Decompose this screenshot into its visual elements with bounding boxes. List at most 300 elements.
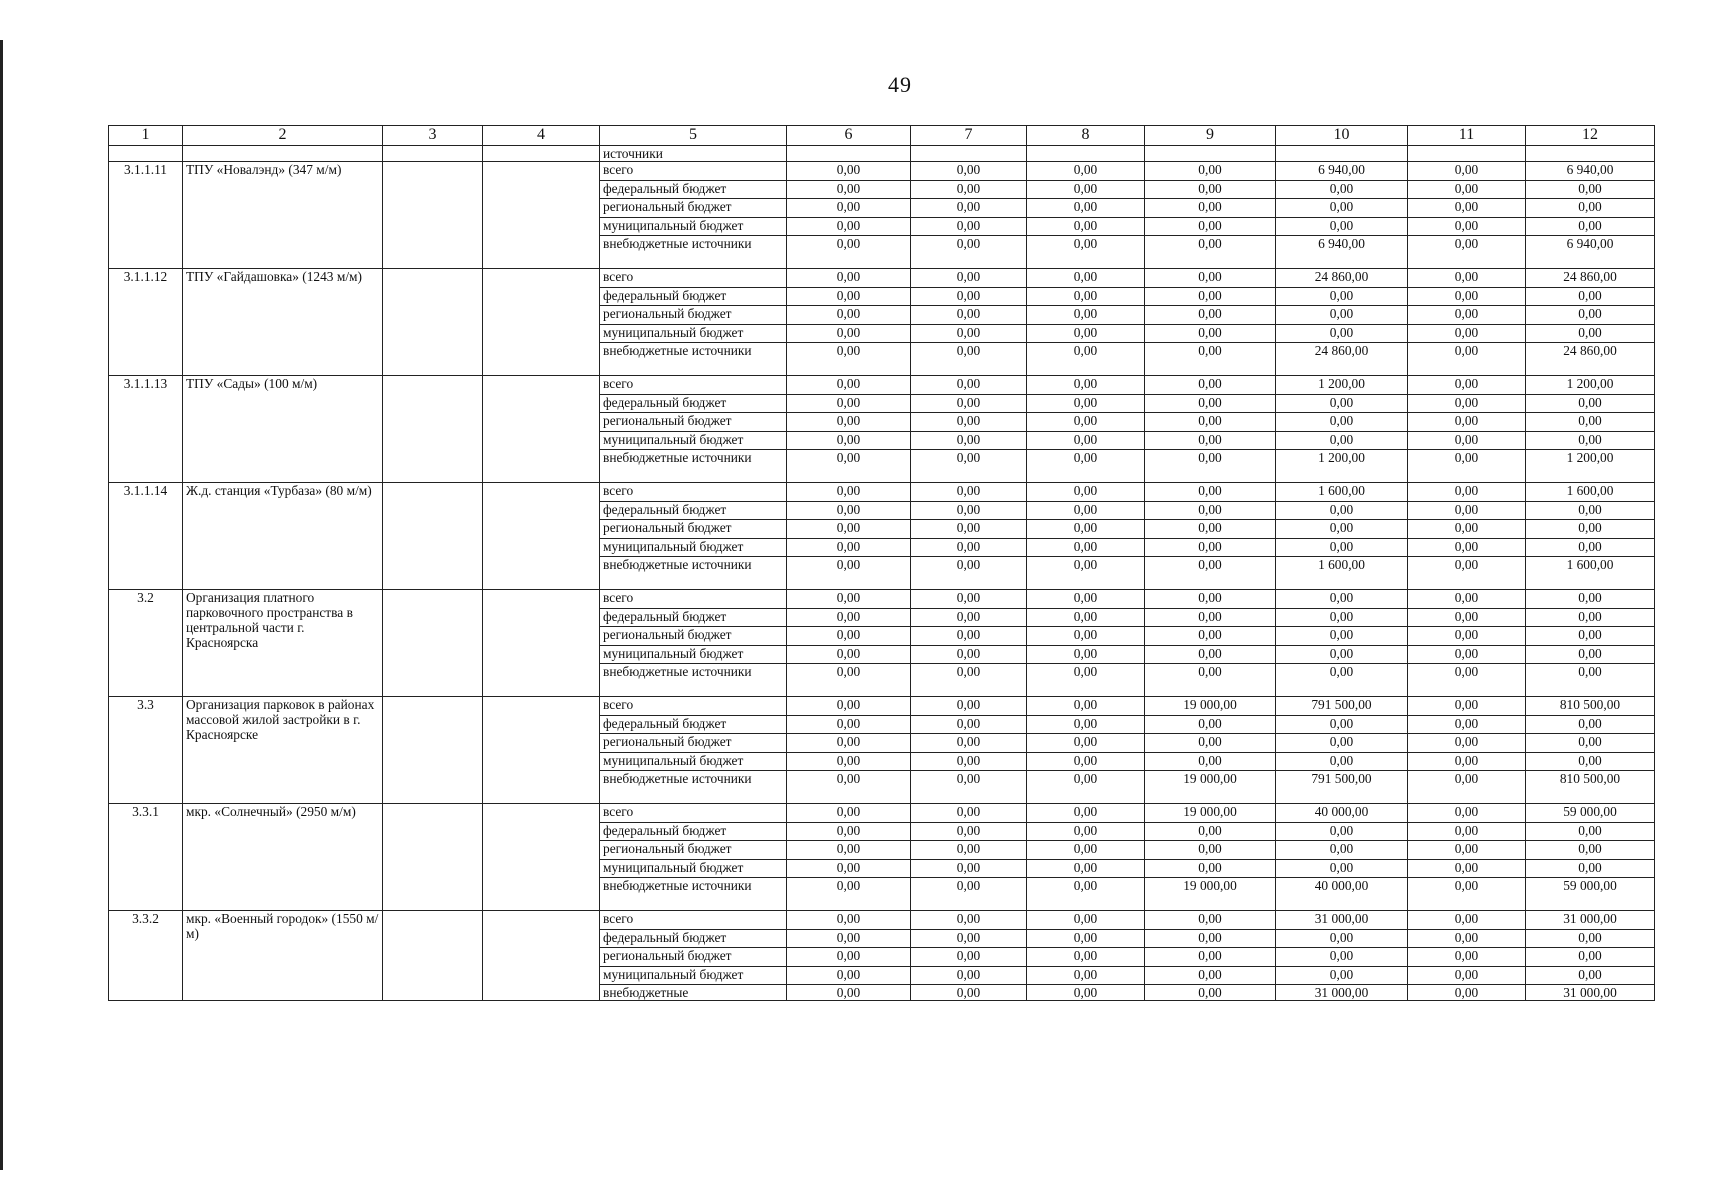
table-row <box>109 804 1655 823</box>
amount-cell: 0,00 <box>1526 431 1655 450</box>
amount-cell: 0,00 <box>911 771 1027 804</box>
amount-cell: 0,00 <box>911 538 1027 557</box>
amount-cell: 31 000,00 <box>1276 985 1408 1001</box>
amount-cell: 0,00 <box>1276 645 1408 664</box>
amount-cell: 0,00 <box>1526 752 1655 771</box>
amount-cell: 0,00 <box>1027 520 1145 539</box>
amount-cell: 1 600,00 <box>1276 483 1408 502</box>
amount-cell: 0,00 <box>1408 608 1526 627</box>
amount-cell: 0,00 <box>1408 306 1526 325</box>
table-row <box>109 269 1655 288</box>
funding-source-cell: всего <box>600 911 787 930</box>
amount-cell: 0,00 <box>911 752 1027 771</box>
column-header: 2 <box>183 126 383 146</box>
amount-cell: 0,00 <box>1276 287 1408 306</box>
item-name-cell: ТПУ «Новалэнд» (347 м/м) <box>183 162 383 269</box>
funding-source-cell: муниципальный бюджет <box>600 645 787 664</box>
amount-cell: 810 500,00 <box>1526 697 1655 716</box>
amount-cell: 0,00 <box>787 697 911 716</box>
amount-cell: 0,00 <box>911 199 1027 218</box>
amount-cell: 0,00 <box>1145 413 1276 432</box>
amount-cell: 0,00 <box>1408 859 1526 878</box>
amount-cell: 0,00 <box>911 715 1027 734</box>
funding-source-cell: федеральный бюджет <box>600 501 787 520</box>
amount-cell: 0,00 <box>1027 697 1145 716</box>
amount-cell: 1 600,00 <box>1276 557 1408 590</box>
column-header: 5 <box>600 126 787 146</box>
amount-cell: 0,00 <box>911 948 1027 967</box>
amount-cell: 0,00 <box>1276 664 1408 697</box>
item-name-cell: мкр. «Военный городок» (1550 м/м) <box>183 911 383 1001</box>
amount-cell: 0,00 <box>1276 306 1408 325</box>
amount-cell: 0,00 <box>911 878 1027 911</box>
amount-cell: 0,00 <box>787 287 911 306</box>
amount-cell: 0,00 <box>1408 822 1526 841</box>
table-body <box>109 146 1655 1001</box>
funding-source-cell: региональный бюджет <box>600 306 787 325</box>
table-cell <box>183 146 383 162</box>
amount-cell: 0,00 <box>787 557 911 590</box>
amount-cell: 0,00 <box>1145 236 1276 269</box>
amount-cell: 1 200,00 <box>1526 450 1655 483</box>
amount-cell: 6 940,00 <box>1276 162 1408 181</box>
amount-cell: 0,00 <box>1526 287 1655 306</box>
amount-cell: 1 200,00 <box>1276 376 1408 395</box>
amount-cell: 0,00 <box>1145 715 1276 734</box>
table-cell <box>383 146 483 162</box>
amount-cell: 0,00 <box>1408 911 1526 930</box>
amount-cell: 0,00 <box>1408 771 1526 804</box>
amount-cell: 0,00 <box>1408 287 1526 306</box>
amount-cell: 0,00 <box>787 841 911 860</box>
funding-source-cell: внебюджетные источники <box>600 771 787 804</box>
amount-cell: 0,00 <box>787 483 911 502</box>
header-row <box>109 126 1655 146</box>
empty-cell <box>483 162 600 269</box>
amount-cell: 0,00 <box>787 180 911 199</box>
amount-cell: 0,00 <box>1027 557 1145 590</box>
amount-cell: 0,00 <box>1145 734 1276 753</box>
amount-cell: 0,00 <box>911 236 1027 269</box>
item-code-cell: 3.3.2 <box>109 911 183 1001</box>
amount-cell: 0,00 <box>1027 929 1145 948</box>
amount-cell: 0,00 <box>911 162 1027 181</box>
funding-source-cell: внебюджетные источники <box>600 664 787 697</box>
amount-cell: 0,00 <box>911 966 1027 985</box>
amount-cell: 0,00 <box>1408 483 1526 502</box>
column-header: 9 <box>1145 126 1276 146</box>
funding-source-cell: внебюджетные источники <box>600 236 787 269</box>
funding-source-cell: муниципальный бюджет <box>600 752 787 771</box>
amount-cell: 0,00 <box>1145 627 1276 646</box>
amount-cell: 0,00 <box>1145 557 1276 590</box>
funding-source-cell: внебюджетные источники <box>600 343 787 376</box>
amount-cell: 0,00 <box>1145 538 1276 557</box>
amount-cell: 0,00 <box>787 608 911 627</box>
empty-cell <box>483 376 600 483</box>
funding-source-cell: муниципальный бюджет <box>600 538 787 557</box>
amount-cell: 0,00 <box>1526 627 1655 646</box>
empty-cell <box>383 376 483 483</box>
amount-cell: 0,00 <box>1276 627 1408 646</box>
amount-cell: 0,00 <box>1276 520 1408 539</box>
amount-cell: 0,00 <box>1408 501 1526 520</box>
amount-cell: 0,00 <box>1027 664 1145 697</box>
item-name-cell: Организация парковок в районах массовой жилой застройки в г. Красноярске <box>183 697 383 804</box>
amount-cell: 0,00 <box>1408 236 1526 269</box>
empty-cell <box>383 269 483 376</box>
table-cell <box>1145 146 1276 162</box>
funding-source-cell: федеральный бюджет <box>600 929 787 948</box>
empty-cell <box>383 911 483 1001</box>
table-cell <box>911 146 1027 162</box>
amount-cell: 0,00 <box>1145 306 1276 325</box>
amount-cell: 0,00 <box>787 236 911 269</box>
amount-cell: 0,00 <box>1526 664 1655 697</box>
amount-cell: 0,00 <box>1145 590 1276 609</box>
amount-cell: 0,00 <box>1145 199 1276 218</box>
amount-cell: 0,00 <box>911 431 1027 450</box>
amount-cell: 0,00 <box>1408 394 1526 413</box>
empty-cell <box>483 483 600 590</box>
column-header: 4 <box>483 126 600 146</box>
amount-cell: 59 000,00 <box>1526 804 1655 823</box>
amount-cell: 0,00 <box>1276 734 1408 753</box>
amount-cell: 0,00 <box>1145 217 1276 236</box>
amount-cell: 0,00 <box>911 450 1027 483</box>
empty-cell <box>383 483 483 590</box>
column-header: 11 <box>1408 126 1526 146</box>
amount-cell: 0,00 <box>1276 590 1408 609</box>
item-name-cell: Ж.д. станция «Турбаза» (80 м/м) <box>183 483 383 590</box>
empty-cell <box>383 162 483 269</box>
amount-cell: 0,00 <box>1276 841 1408 860</box>
amount-cell: 0,00 <box>1145 376 1276 395</box>
funding-source-cell: федеральный бюджет <box>600 608 787 627</box>
amount-cell: 0,00 <box>1276 180 1408 199</box>
item-name-cell: ТПУ «Сады» (100 м/м) <box>183 376 383 483</box>
amount-cell: 791 500,00 <box>1276 697 1408 716</box>
empty-cell <box>483 911 600 1001</box>
amount-cell: 0,00 <box>1145 929 1276 948</box>
funding-source-cell: муниципальный бюджет <box>600 859 787 878</box>
amount-cell: 0,00 <box>1526 180 1655 199</box>
amount-cell: 0,00 <box>1408 450 1526 483</box>
table-row <box>109 376 1655 395</box>
amount-cell: 0,00 <box>787 929 911 948</box>
amount-cell: 0,00 <box>787 771 911 804</box>
amount-cell: 0,00 <box>787 804 911 823</box>
amount-cell: 0,00 <box>1276 413 1408 432</box>
amount-cell: 0,00 <box>787 306 911 325</box>
amount-cell: 0,00 <box>1145 841 1276 860</box>
amount-cell: 0,00 <box>787 734 911 753</box>
amount-cell: 0,00 <box>911 217 1027 236</box>
amount-cell: 0,00 <box>1276 217 1408 236</box>
amount-cell: 0,00 <box>787 431 911 450</box>
amount-cell: 0,00 <box>1027 804 1145 823</box>
amount-cell: 0,00 <box>911 804 1027 823</box>
item-code-cell: 3.3 <box>109 697 183 804</box>
amount-cell: 0,00 <box>1408 697 1526 716</box>
amount-cell: 0,00 <box>1145 162 1276 181</box>
amount-cell: 6 940,00 <box>1526 236 1655 269</box>
amount-cell: 0,00 <box>1276 929 1408 948</box>
amount-cell: 0,00 <box>1027 269 1145 288</box>
amount-cell: 0,00 <box>1526 538 1655 557</box>
amount-cell: 0,00 <box>1276 715 1408 734</box>
amount-cell: 0,00 <box>1027 324 1145 343</box>
amount-cell: 0,00 <box>1408 162 1526 181</box>
amount-cell: 0,00 <box>911 324 1027 343</box>
amount-cell: 0,00 <box>787 645 911 664</box>
amount-cell: 0,00 <box>1276 394 1408 413</box>
amount-cell: 0,00 <box>787 878 911 911</box>
amount-cell: 19 000,00 <box>1145 697 1276 716</box>
amount-cell: 0,00 <box>1408 715 1526 734</box>
empty-cell <box>383 590 483 697</box>
funding-source-cell: региональный бюджет <box>600 199 787 218</box>
amount-cell: 0,00 <box>1408 376 1526 395</box>
page-number: 49 <box>888 72 912 97</box>
amount-cell: 19 000,00 <box>1145 804 1276 823</box>
funding-source-cell: внебюджетные источники <box>600 557 787 590</box>
funding-source-cell: федеральный бюджет <box>600 287 787 306</box>
amount-cell: 40 000,00 <box>1276 804 1408 823</box>
amount-cell: 1 200,00 <box>1526 376 1655 395</box>
table-cell <box>109 146 183 162</box>
amount-cell: 0,00 <box>1526 841 1655 860</box>
funding-source-cell: федеральный бюджет <box>600 715 787 734</box>
amount-cell: 0,00 <box>1408 627 1526 646</box>
amount-cell: 0,00 <box>1408 413 1526 432</box>
amount-cell: 0,00 <box>1526 590 1655 609</box>
amount-cell: 0,00 <box>1027 450 1145 483</box>
amount-cell: 0,00 <box>911 590 1027 609</box>
empty-cell <box>483 804 600 911</box>
amount-cell: 0,00 <box>1145 450 1276 483</box>
funding-source-cell: региональный бюджет <box>600 734 787 753</box>
amount-cell: 0,00 <box>1276 822 1408 841</box>
table-row <box>109 162 1655 181</box>
column-header: 10 <box>1276 126 1408 146</box>
amount-cell: 24 860,00 <box>1276 343 1408 376</box>
funding-source-cell: муниципальный бюджет <box>600 431 787 450</box>
amount-cell: 0,00 <box>1145 911 1276 930</box>
amount-cell: 0,00 <box>911 343 1027 376</box>
amount-cell: 0,00 <box>1408 431 1526 450</box>
amount-cell: 0,00 <box>1276 966 1408 985</box>
amount-cell: 24 860,00 <box>1276 269 1408 288</box>
table-row <box>109 483 1655 502</box>
amount-cell: 0,00 <box>911 501 1027 520</box>
table-cell <box>483 146 600 162</box>
continuation-row <box>109 146 1655 162</box>
amount-cell: 0,00 <box>1027 431 1145 450</box>
amount-cell: 31 000,00 <box>1526 985 1655 1001</box>
amount-cell: 0,00 <box>787 394 911 413</box>
amount-cell: 0,00 <box>911 627 1027 646</box>
table-row <box>109 697 1655 716</box>
amount-cell: 0,00 <box>1276 859 1408 878</box>
amount-cell: 31 000,00 <box>1276 911 1408 930</box>
table-cell <box>787 146 911 162</box>
funding-source-cell: региональный бюджет <box>600 627 787 646</box>
amount-cell: 0,00 <box>787 501 911 520</box>
amount-cell: 0,00 <box>1526 520 1655 539</box>
amount-cell: 0,00 <box>911 664 1027 697</box>
amount-cell: 0,00 <box>1145 501 1276 520</box>
amount-cell: 0,00 <box>1408 929 1526 948</box>
amount-cell: 0,00 <box>1526 734 1655 753</box>
amount-cell: 40 000,00 <box>1276 878 1408 911</box>
funding-source-cell: внебюджетные источники <box>600 450 787 483</box>
amount-cell: 0,00 <box>1027 162 1145 181</box>
funding-source-cell: муниципальный бюджет <box>600 324 787 343</box>
funding-source-cell: муниципальный бюджет <box>600 966 787 985</box>
column-header: 8 <box>1027 126 1145 146</box>
amount-cell: 791 500,00 <box>1276 771 1408 804</box>
amount-cell: 0,00 <box>1408 590 1526 609</box>
item-name-cell: Организация платного парковочного пространства в центральной части г. Красноярска <box>183 590 383 697</box>
table-cell <box>1408 146 1526 162</box>
amount-cell: 0,00 <box>1027 199 1145 218</box>
amount-cell: 0,00 <box>1276 948 1408 967</box>
amount-cell: 0,00 <box>1408 180 1526 199</box>
amount-cell: 0,00 <box>1408 752 1526 771</box>
amount-cell: 0,00 <box>1027 645 1145 664</box>
amount-cell: 0,00 <box>1027 752 1145 771</box>
empty-cell <box>383 697 483 804</box>
amount-cell: 0,00 <box>1526 859 1655 878</box>
funding-source-cell: всего <box>600 590 787 609</box>
funding-source-cell: региональный бюджет <box>600 841 787 860</box>
amount-cell: 0,00 <box>1027 734 1145 753</box>
amount-cell: 0,00 <box>1027 217 1145 236</box>
table-row <box>109 590 1655 609</box>
item-name-cell: мкр. «Солнечный» (2950 м/м) <box>183 804 383 911</box>
amount-cell: 0,00 <box>787 752 911 771</box>
budget-table <box>108 125 1655 1001</box>
amount-cell: 810 500,00 <box>1526 771 1655 804</box>
amount-cell: 0,00 <box>1408 343 1526 376</box>
amount-cell: 0,00 <box>911 557 1027 590</box>
amount-cell: 0,00 <box>1027 236 1145 269</box>
column-header: 1 <box>109 126 183 146</box>
amount-cell: 0,00 <box>787 538 911 557</box>
scan-left-edge <box>0 40 3 1170</box>
funding-source-cell: всего <box>600 162 787 181</box>
amount-cell: 0,00 <box>1526 608 1655 627</box>
amount-cell: 0,00 <box>787 413 911 432</box>
amount-cell: 0,00 <box>911 413 1027 432</box>
amount-cell: 0,00 <box>911 376 1027 395</box>
amount-cell: 0,00 <box>1526 306 1655 325</box>
amount-cell: 0,00 <box>911 697 1027 716</box>
amount-cell: 0,00 <box>1276 752 1408 771</box>
amount-cell: 0,00 <box>1027 180 1145 199</box>
column-header: 7 <box>911 126 1027 146</box>
amount-cell: 0,00 <box>1408 557 1526 590</box>
table-cell <box>1276 146 1408 162</box>
item-name-cell: ТПУ «Гайдашовка» (1243 м/м) <box>183 269 383 376</box>
funding-source-cell: всего <box>600 269 787 288</box>
amount-cell: 1 600,00 <box>1526 483 1655 502</box>
amount-cell: 0,00 <box>1145 431 1276 450</box>
amount-cell: 0,00 <box>911 269 1027 288</box>
amount-cell: 0,00 <box>1027 590 1145 609</box>
amount-cell: 0,00 <box>1526 822 1655 841</box>
amount-cell: 6 940,00 <box>1276 236 1408 269</box>
amount-cell: 0,00 <box>787 822 911 841</box>
amount-cell: 0,00 <box>787 162 911 181</box>
amount-cell: 0,00 <box>787 450 911 483</box>
amount-cell: 6 940,00 <box>1526 162 1655 181</box>
amount-cell: 0,00 <box>787 627 911 646</box>
amount-cell: 1 600,00 <box>1526 557 1655 590</box>
amount-cell: 0,00 <box>787 199 911 218</box>
amount-cell: 0,00 <box>787 966 911 985</box>
amount-cell: 0,00 <box>1027 483 1145 502</box>
amount-cell: 0,00 <box>1408 841 1526 860</box>
item-code-cell: 3.1.1.13 <box>109 376 183 483</box>
empty-cell <box>483 697 600 804</box>
amount-cell: 0,00 <box>1027 538 1145 557</box>
amount-cell: 0,00 <box>787 217 911 236</box>
amount-cell: 0,00 <box>1027 985 1145 1001</box>
table-row <box>109 911 1655 930</box>
amount-cell: 0,00 <box>911 394 1027 413</box>
amount-cell: 0,00 <box>1145 664 1276 697</box>
funding-source-cell: всего <box>600 483 787 502</box>
amount-cell: 0,00 <box>1027 859 1145 878</box>
amount-cell: 0,00 <box>1027 911 1145 930</box>
funding-source-cell: муниципальный бюджет <box>600 217 787 236</box>
amount-cell: 0,00 <box>1276 538 1408 557</box>
amount-cell: 0,00 <box>911 841 1027 860</box>
amount-cell: 0,00 <box>1145 752 1276 771</box>
amount-cell: 0,00 <box>1408 217 1526 236</box>
amount-cell: 0,00 <box>787 715 911 734</box>
item-code-cell: 3.1.1.12 <box>109 269 183 376</box>
amount-cell: 0,00 <box>1408 948 1526 967</box>
empty-cell <box>483 590 600 697</box>
funding-source-cell: всего <box>600 376 787 395</box>
amount-cell: 0,00 <box>787 520 911 539</box>
amount-cell: 0,00 <box>911 608 1027 627</box>
amount-cell: 59 000,00 <box>1526 878 1655 911</box>
amount-cell: 0,00 <box>1408 645 1526 664</box>
amount-cell: 0,00 <box>1027 306 1145 325</box>
amount-cell: 0,00 <box>1408 664 1526 697</box>
amount-cell: 0,00 <box>1526 199 1655 218</box>
amount-cell: 0,00 <box>1027 394 1145 413</box>
amount-cell: 0,00 <box>1526 501 1655 520</box>
table-cell <box>1027 146 1145 162</box>
funding-source-cell: федеральный бюджет <box>600 822 787 841</box>
amount-cell: 0,00 <box>1276 324 1408 343</box>
amount-cell: 0,00 <box>787 859 911 878</box>
amount-cell: 1 200,00 <box>1276 450 1408 483</box>
amount-cell: 0,00 <box>1145 343 1276 376</box>
amount-cell: 0,00 <box>1027 948 1145 967</box>
amount-cell: 0,00 <box>911 822 1027 841</box>
amount-cell: 0,00 <box>1145 822 1276 841</box>
amount-cell: 0,00 <box>1027 287 1145 306</box>
amount-cell: 0,00 <box>1408 734 1526 753</box>
funding-source-cell: региональный бюджет <box>600 413 787 432</box>
funding-source-cell: федеральный бюджет <box>600 394 787 413</box>
